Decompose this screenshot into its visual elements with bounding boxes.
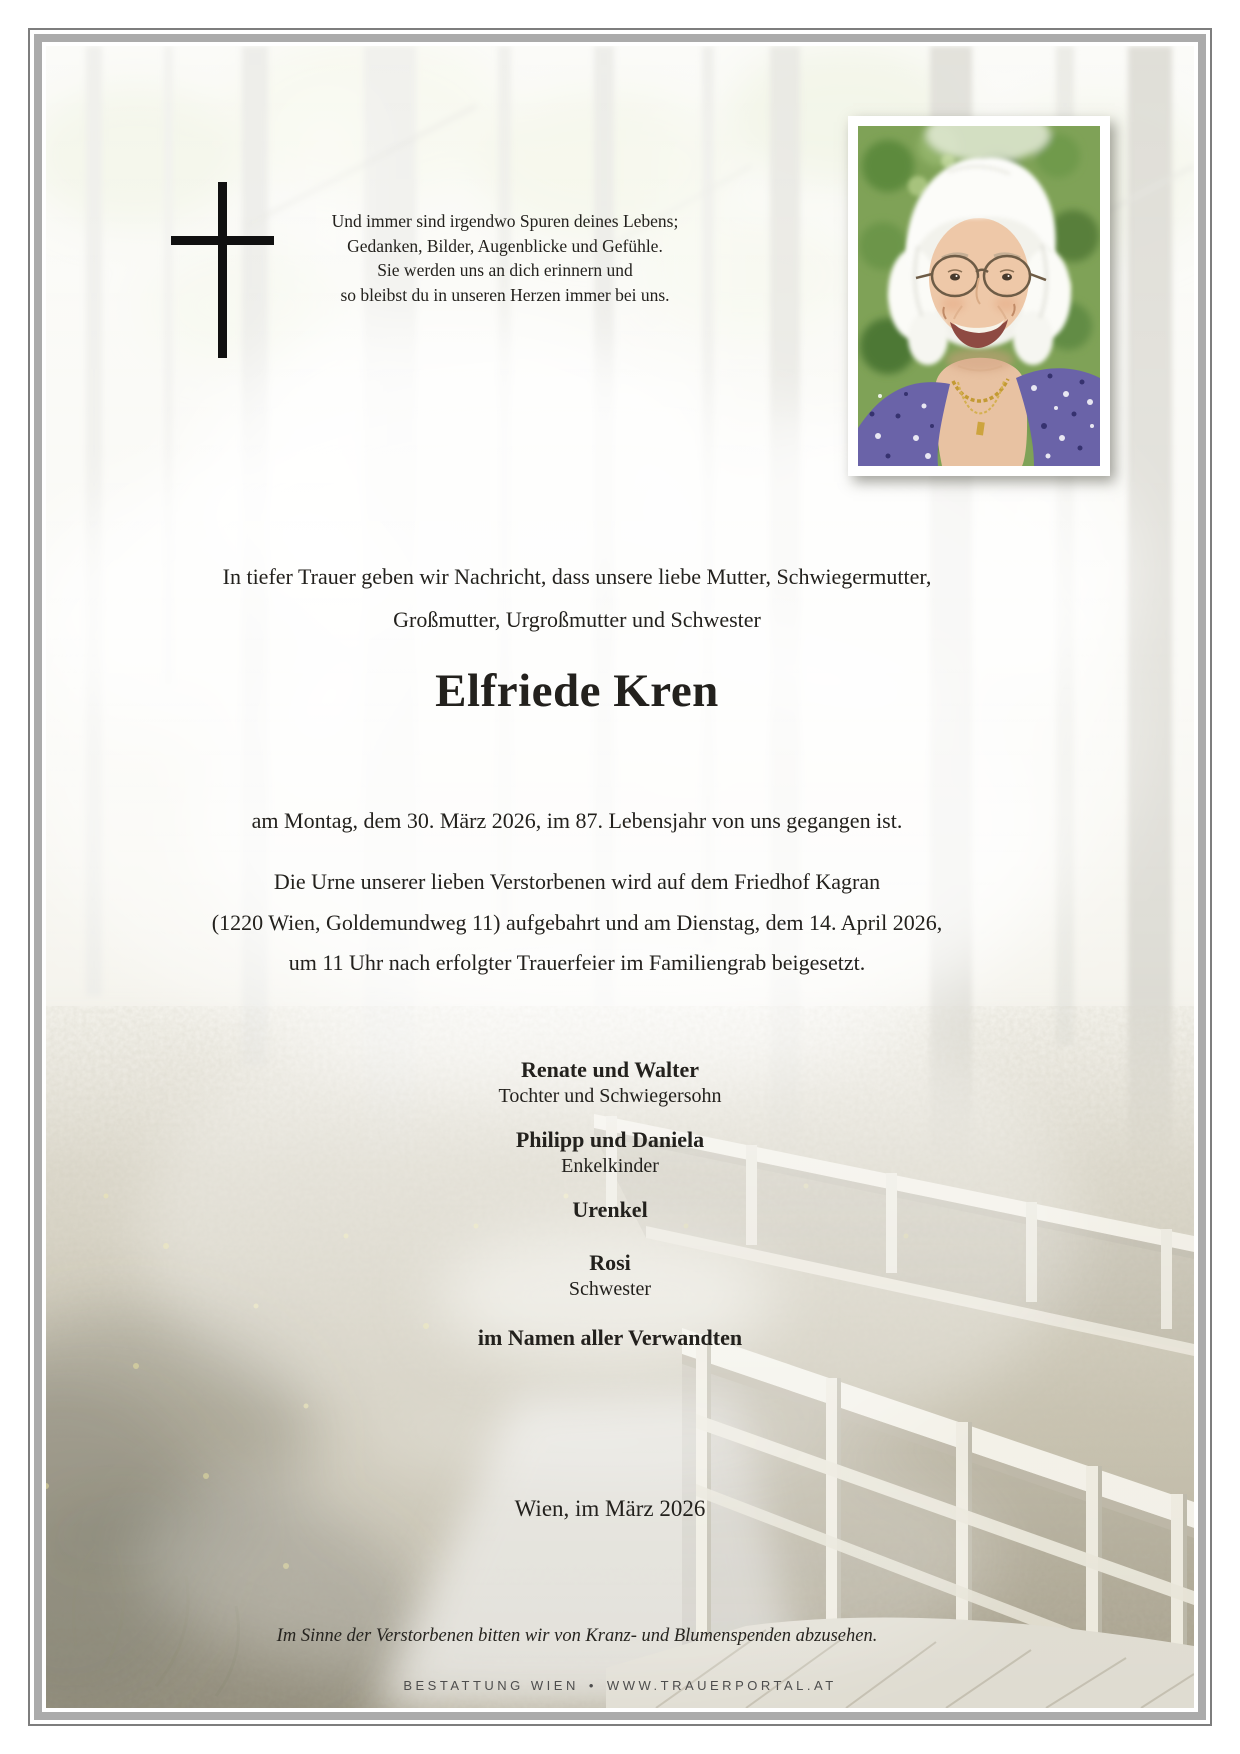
mourner-name: Philipp und Daniela — [515, 1127, 705, 1152]
card-content — [46, 46, 1194, 1708]
mourner-relation: Enkelkinder — [561, 1155, 659, 1177]
footer-separator: • — [588, 1678, 597, 1693]
burial-line: um 11 Uhr nach erfolgter Trauerfeier im Familiengrab beigesetzt. — [288, 950, 866, 975]
poem-line: Gedanken, Bilder, Augenblicke und Gefühle. — [347, 235, 663, 256]
closing-line: im Namen aller Verwandten — [477, 1325, 743, 1350]
mourner-entry — [46, 1126, 1174, 1179]
portrait-illustration — [858, 126, 1100, 466]
poem-line: so bleibst du in unseren Herzen immer bei uns. — [340, 284, 670, 305]
announcement-line: Großmutter, Urgroßmutter und Schwester — [393, 607, 761, 632]
announcement-line: In tiefer Trauer geben wir Nachricht, dass unsere liebe Mutter, Schwiegermutter, — [222, 564, 932, 589]
announcement — [46, 555, 1108, 641]
mourner-entry — [46, 1056, 1174, 1109]
mourner-name: Rosi — [589, 1250, 631, 1275]
mourner-name: Renate und Walter — [520, 1057, 700, 1082]
burial-info — [46, 862, 1108, 984]
poem-line: Sie werden uns an dich erinnern und — [377, 260, 633, 280]
mourner-entry — [46, 1249, 1174, 1302]
poem-line: Und immer sind irgendwo Spuren deines Lebens; — [331, 211, 679, 231]
footer — [46, 1678, 1194, 1693]
burial-line: (1220 Wien, Goldemundweg 11) aufgebahrt und am Dienstag, dem 14. April 2026, — [211, 909, 943, 935]
donation-note: Im Sinne der Verstorbenen bitten wir von Kranz- und Blumenspenden abzusehen. — [276, 1626, 878, 1646]
mourners-list — [46, 1056, 1174, 1351]
portrait-photo — [848, 116, 1110, 476]
footer-website: WWW.TRAUERPORTAL.AT — [606, 1678, 837, 1693]
deceased-name: Elfriede Kren — [435, 665, 719, 717]
death-date-line: am Montag, dem 30. März 2026, im 87. Lebensjahr von uns gegangen ist. — [251, 808, 903, 833]
place-and-date: Wien, im März 2026 — [514, 1496, 706, 1521]
mourner-entry — [46, 1196, 1174, 1223]
funeral-home-name: BESTATTUNG WIEN — [403, 1678, 579, 1693]
mourner-relation: Tochter und Schwiegersohn — [498, 1085, 722, 1107]
burial-line: Die Urne unserer lieben Verstorbenen wird auf dem Friedhof Kagran — [273, 869, 881, 894]
mourner-name: Urenkel — [572, 1197, 648, 1222]
poem — [46, 209, 964, 307]
mourner-relation: Schwester — [568, 1278, 652, 1300]
